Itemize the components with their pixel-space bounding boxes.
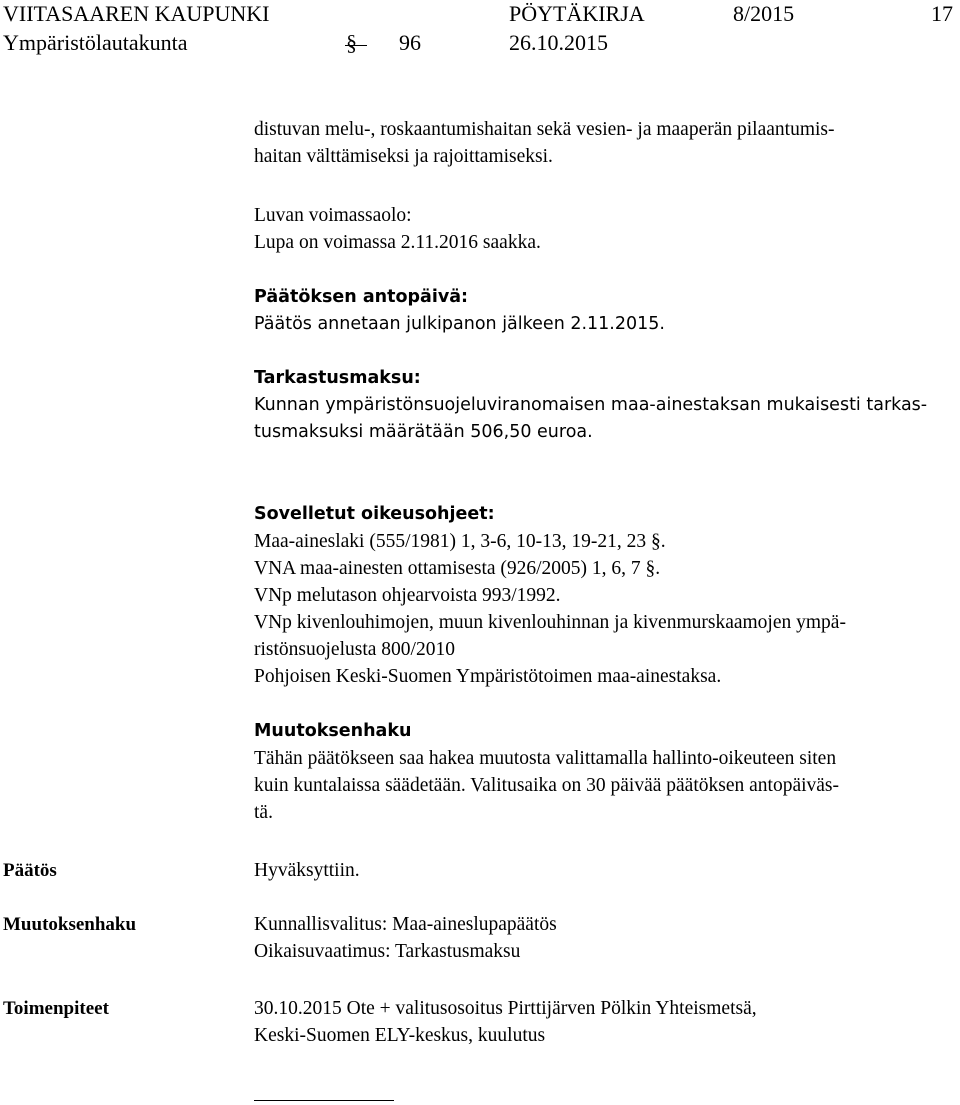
applied-law-line: VNp melutason ohjearvoista 993/1992. (254, 585, 561, 606)
section-number: 96 (399, 30, 421, 55)
appeal-info-text (254, 911, 954, 965)
intro-line: haitan välttämiseksi ja rajoittamiseksi. (254, 146, 553, 167)
appeal-info-line: Oikaisuvaatimus: Tarkastusmaksu (254, 941, 521, 962)
intro-paragraph (254, 116, 954, 170)
appeal-heading: Muutoksenhaku (254, 721, 412, 741)
document-type: PÖYTÄKIRJA (509, 1, 645, 26)
decision-date-section (254, 284, 954, 338)
applied-law-line: Pohjoisen Keski-Suomen Ympäristötoimen maa-ainestaksa. (254, 666, 722, 687)
inspection-fee-section (254, 365, 954, 446)
decision-date-text: Päätös annetaan julkipanon jälkeen 2.11.2015. (254, 314, 665, 334)
decision-label: Päätös (3, 860, 57, 881)
decision-date-heading: Päätöksen antopäivä: (254, 287, 469, 307)
validity-heading: Luvan voimassaolo: (254, 205, 412, 226)
applied-law-line: ristönsuojelusta 800/2010 (254, 639, 455, 660)
applied-law-line: VNA maa-ainesten ottamisesta (926/2005) 1, 6, 7 §. (254, 558, 661, 579)
applied-law-line: VNp kivenlouhimojen, muun kivenlouhinnan ja kivenmurskaamojen ympä- (254, 612, 846, 633)
appeal-section (254, 718, 954, 826)
applied-law-heading: Sovelletut oikeusohjeet: (254, 504, 495, 524)
decision-text (254, 857, 954, 884)
actions-label: Toimenpiteet (3, 998, 109, 1019)
intro-line: distuvan melu-, roskaantumishaitan sekä vesien- ja maaperän pilaantumis- (254, 119, 835, 140)
appeal-line: tä. (254, 802, 273, 823)
appeal-line: Tähän päätökseen saa hakea muutosta valittamalla hallinto-oikeuteen siten (254, 748, 837, 769)
applied-law-line: Maa-aineslaki (555/1981) 1, 3-6, 10-13, 19-21, 23 §. (254, 531, 666, 552)
meeting-date: 26.10.2015 (509, 30, 608, 55)
appeal-line: kuin kuntalaissa säädetään. Valitusaika on 30 päivää päätöksen antopäiväs- (254, 775, 839, 796)
appeal-info-label: Muutoksenhaku (3, 914, 137, 935)
actions-text (254, 995, 954, 1049)
validity-section (254, 202, 954, 256)
footer-rule (254, 1100, 394, 1101)
inspection-fee-line: tusmaksuksi määrätään 506,50 euroa. (254, 422, 593, 442)
city-name: VIITASAAREN KAUPUNKI (3, 1, 270, 26)
actions-line: 30.10.2015 Ote + valitusosoitus Pirttijärven Pölkin Yhteismetsä, (254, 998, 757, 1019)
decision-result: Hyväksyttiin. (254, 860, 360, 881)
page-number: 17 (931, 1, 953, 26)
applied-law-section (254, 501, 954, 690)
section-mark: § (346, 30, 357, 55)
appeal-info-line: Kunnallisvalitus: Maa-aineslupapäätös (254, 914, 557, 935)
section-mark-underline (345, 45, 367, 46)
document-number: 8/2015 (733, 1, 795, 26)
actions-line: Keski-Suomen ELY-keskus, kuulutus (254, 1025, 546, 1046)
committee-name: Ympäristölautakunta (3, 30, 188, 55)
inspection-fee-line: Kunnan ympäristönsuojeluviranomaisen maa-ainestaksan mukaisesti tarkas- (254, 395, 928, 415)
validity-text: Lupa on voimassa 2.11.2016 saakka. (254, 232, 541, 253)
inspection-fee-heading: Tarkastusmaksu: (254, 368, 421, 388)
